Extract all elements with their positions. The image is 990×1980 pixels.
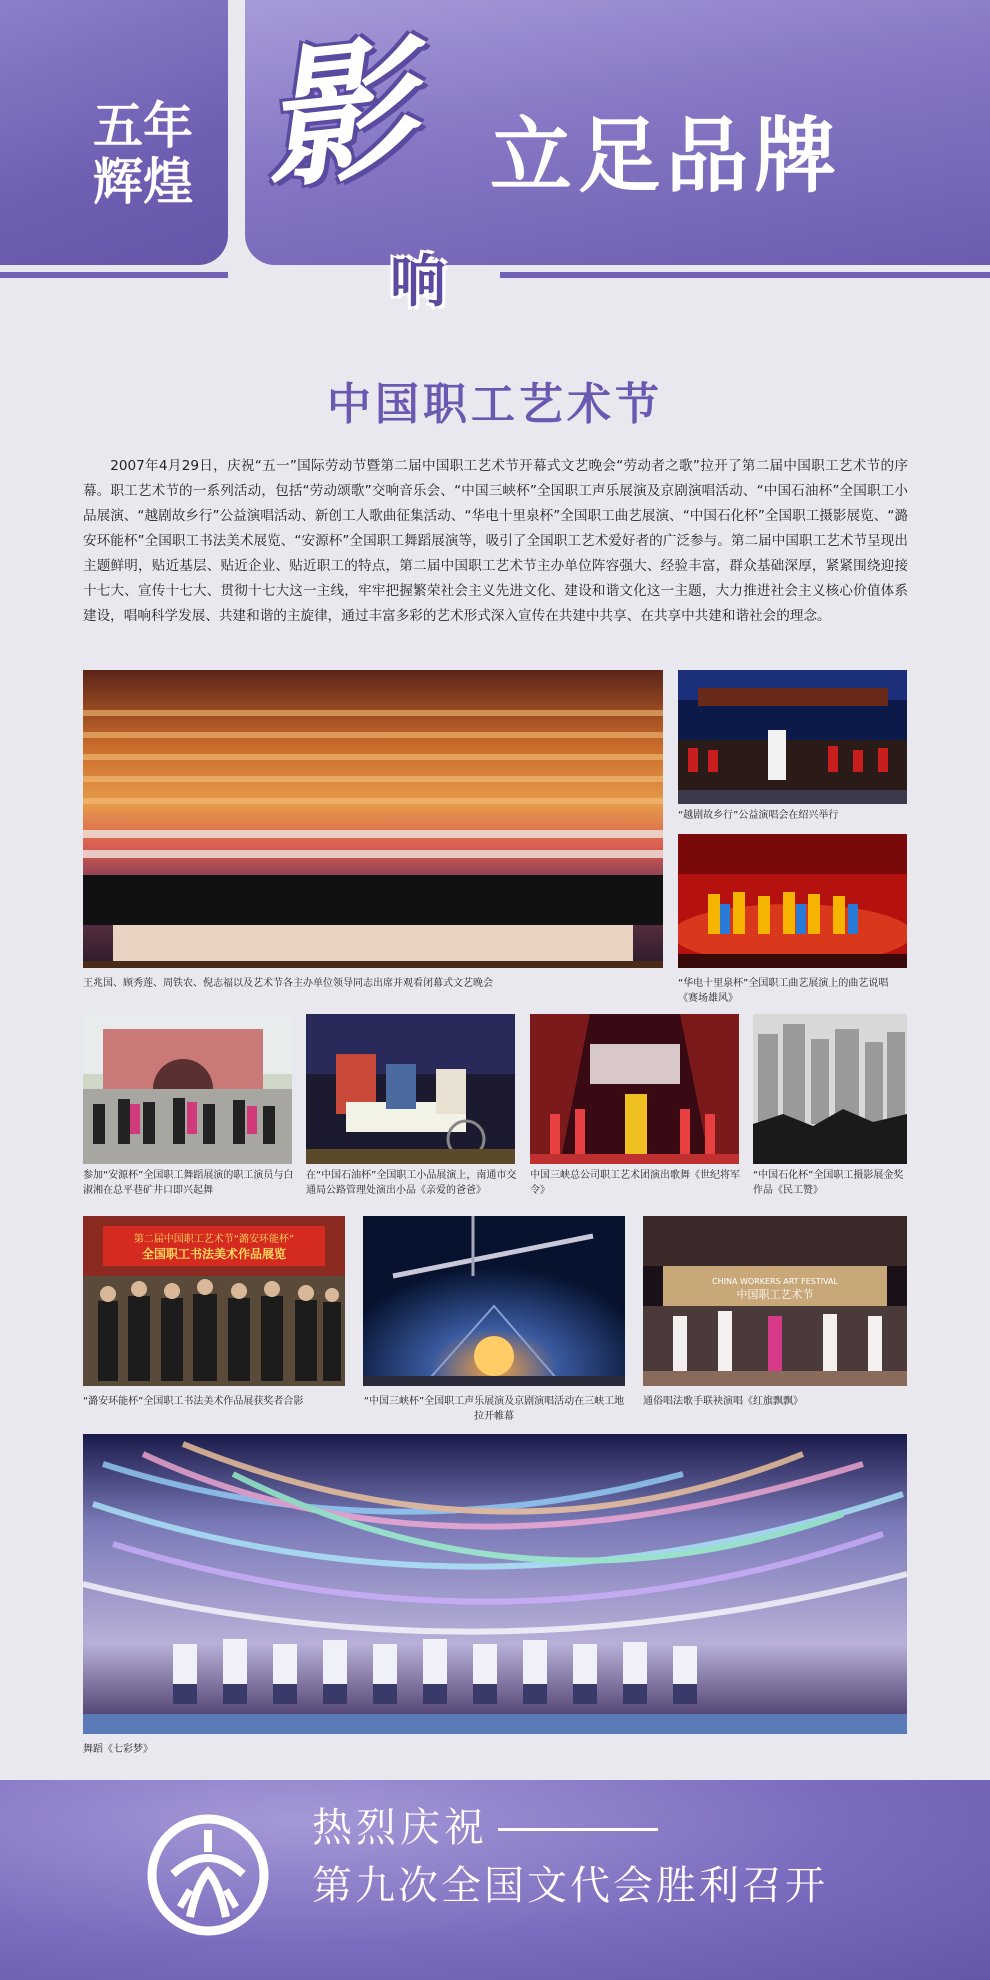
photo-anyuan-dance <box>83 1014 292 1164</box>
photo-quyi-performance <box>678 834 907 968</box>
header-brand-title: 立足品牌 <box>490 109 843 204</box>
photo-xiaopin-performance <box>306 1014 515 1164</box>
caption-xiaopin-performance: 在“中国石油杯”全国职工小品展演上，南通市交通局公路管理处演出小品《亲爱的爸爸》 <box>306 1170 517 1196</box>
section-title: 中国职工艺术节 <box>327 379 663 430</box>
literary-congress-logo-icon <box>145 1812 271 1942</box>
header-left-line1: 五年 <box>93 97 193 155</box>
caption-anyuan-dance: 参加“安源杯”全国职工舞蹈展演的职工演员与白淑湘在总平巷矿井口即兴起舞 <box>83 1170 294 1196</box>
calligraphy-banner-line1: 第二届中国职工艺术节“潞安环能杯” <box>133 1234 295 1245</box>
caption-three-gorges-dance: 中国三峡总公司职工艺术团演出歌舞《世纪将军令》 <box>530 1170 740 1196</box>
caption-yueju-concert: “越剧故乡行”公益演唱会在绍兴举行 <box>678 810 839 821</box>
footer-line1: 热烈庆祝 <box>312 1805 488 1851</box>
festival-backdrop-cn: 中国职工艺术节 <box>736 1288 814 1301</box>
intro-paragraph: 2007年4月29日，庆祝“五一”国际劳动节暨第二届中国职工艺术节开幕式文艺晚会“劳动者之歌”拉开了第二届中国职工艺术节的序幕。职工艺术节的一系列活动，包括“劳动颂歌”交响音乐会、“中国三峡杯”全国职工声乐展演及京剧演唱活动、“中国石油杯”全国职工小品展演、“越剧故乡行”公益演唱活动、新创工人歌曲征集活动、“华电十里泉杯”全国职工曲艺展演、“中国石化杯”全国职工摄影展览、“潞安环能杯”全国职工书法美术展览、“安源杯”全国职工舞蹈展演等，吸引了全国职工艺术爱好者的广泛参与。第二届中国职工艺术节呈现出主题鲜明，贴近基层、贴近企业、贴近职工的特点，第二届中国职工艺术节主办单位阵容强大、经验丰富，群众基础深厚，紧紧围绕迎接十七大、宣传十七大、贯彻十七大这一主线，牢牢把握繁荣社会主义先进文化、建设和谐文化这一主题，大力推进社会主义核心价值体系建设，唱响科学发展、共建和谐的主旋律，通过丰富多彩的艺术形式深入宣传在共建中共享、在共享中共建和谐社会的理念。 <box>83 458 908 624</box>
caption-calligraphy-winners: “潞安环能杯”全国职工书法美术作品展获奖者合影 <box>83 1396 304 1407</box>
caption-quyi-performance: “华电十里泉杯”全国职工曲艺展演上的曲艺说唱《赛场雄风》 <box>678 978 889 1004</box>
header-small-char: 响 <box>390 249 446 315</box>
photo-three-gorges-opening <box>363 1216 625 1386</box>
caption-migrant-workers: “中国石化杯”全国职工摄影展金奖作品《民工赞》 <box>753 1170 904 1196</box>
festival-backdrop-en: CHINA WORKERS ART FESTIVAL <box>712 1277 838 1286</box>
caption-closing-ceremony: 王兆国、顾秀莲、周铁农、倪志福以及艺术节各主办单位领导同志出席并观看闭幕式文艺晚会 <box>83 978 493 989</box>
photo-calligraphy-winners <box>83 1216 345 1386</box>
calligraphy-banner-line2: 全国职工书法美术作品展览 <box>141 1247 287 1261</box>
photo-yueju-concert <box>678 670 907 804</box>
header-big-char: 影 <box>254 19 422 211</box>
footer-rule <box>498 1828 658 1831</box>
header-left-line2: 辉煌 <box>93 153 193 211</box>
header-divider-left <box>0 272 228 278</box>
header-left-text <box>78 98 208 210</box>
caption-three-gorges-opening: “中国三峡杯”全国职工声乐展演及京剧演唱活动在三峡工地拉开帷幕 <box>363 1396 625 1422</box>
photo-seven-color-dream <box>83 1434 907 1734</box>
photo-migrant-workers <box>753 1014 907 1164</box>
footer-line2: 第九次全国文代会胜利召开 <box>312 1863 828 1909</box>
header-divider-right <box>500 272 990 278</box>
caption-seven-color-dream: 舞蹈《七彩梦》 <box>83 1744 153 1755</box>
photo-red-flag-song <box>643 1216 907 1386</box>
photo-three-gorges-dance <box>530 1014 739 1164</box>
caption-red-flag-song: 通俗唱法歌手联袂演唱《红旗飘飘》 <box>643 1396 803 1407</box>
photo-closing-ceremony <box>83 670 663 968</box>
